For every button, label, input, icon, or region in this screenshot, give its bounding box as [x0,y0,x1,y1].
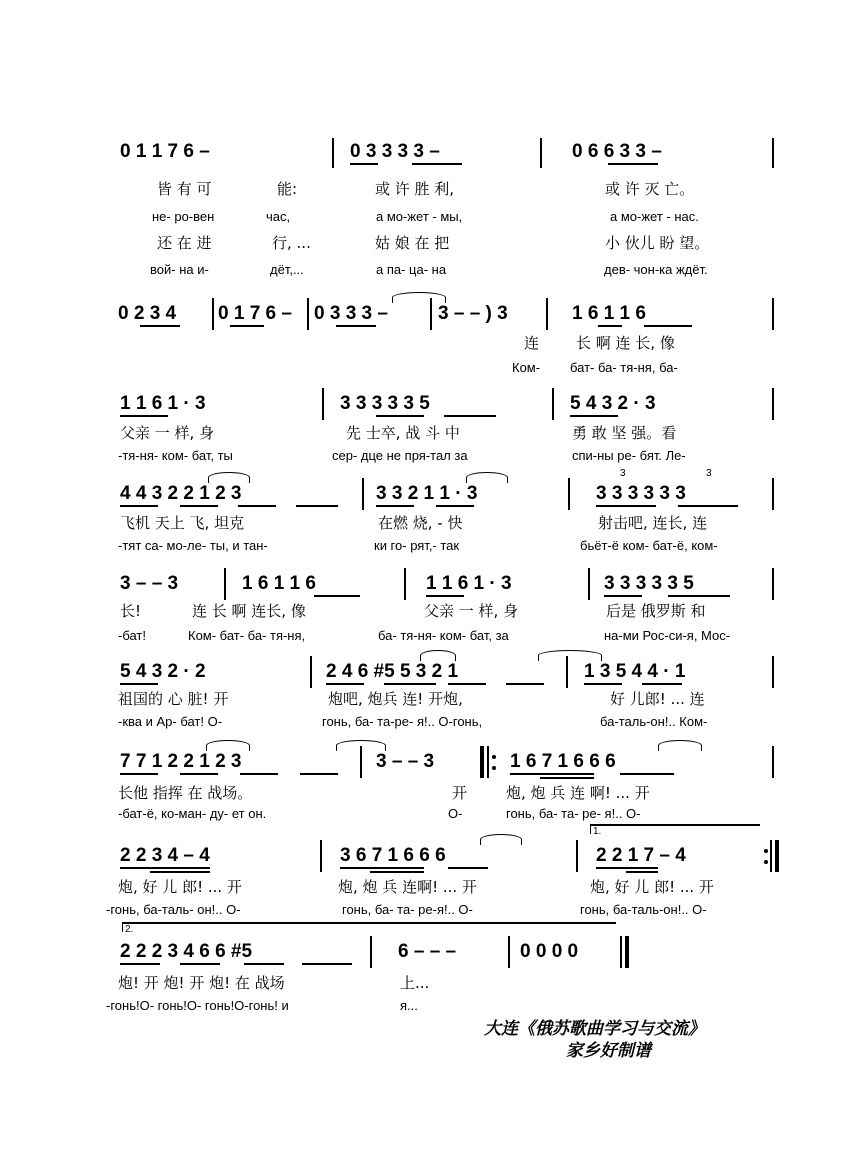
beam [426,595,464,597]
lyric-ru: ба- тя-ня- ком- бат, за [378,628,509,643]
beam [376,415,424,417]
beam [238,505,276,507]
lyric-ru: О- [448,806,463,821]
barline [322,388,324,420]
volta-2-label: 2. [125,924,134,935]
measure-5: 1 6 1 1 6 [572,303,646,324]
measure-1: 3 – – 3 [120,573,179,594]
beam [350,163,378,165]
barline [772,568,774,600]
lyric-zh: 连 [524,334,540,352]
lyric-zh: 炮, 炮 兵 连啊! ... 开 [338,878,477,896]
measure-2: 2 4 6 #5 5 3 2 1 [326,661,459,682]
lyric-ru: я... [400,998,418,1013]
volta-1-label: 1. [593,826,602,837]
lyric-ru: гонь, ба- та- ре- я!.. О- [506,806,641,821]
lyric-ru: а па- ца- на [376,262,447,277]
lyric-ru: -гонь, ба-таль- он!.. О- [106,902,241,917]
beam [150,871,210,873]
lyric-ru: гонь, ба-таль-он!.. О- [580,902,707,917]
measure-3: 2 2 1 7 – 4 [596,845,686,866]
beam [180,505,218,507]
lyric-ru: -гонь!О- гонь!О- гонь!О-гонь! и [106,998,289,1013]
lyric-zh: 炮, 好 儿 郎! ... 开 [118,878,242,896]
lyric-ru: гонь, ба- та- ре-я!.. О- [342,902,473,917]
lyric-zh: 还 在 进 [157,234,212,252]
lyric-ru: спи-ны ре- бят. Ле- [572,448,686,463]
lyric-ru: на-ми Рос-си-я, Мос- [604,628,731,643]
lyric-ru: бат- ба- тя-ня, ба- [570,360,678,375]
lyric-zh: 父亲 一 样, 身 [120,424,215,442]
beam [370,871,424,873]
volta-bracket-edge [122,922,123,932]
beam [120,505,158,507]
lyric-zh: 后是 俄罗斯 和 [606,602,706,620]
lyric-ru: час, [266,209,291,224]
beam [336,325,376,327]
lyric-zh: 祖国的 心 脏! 开 [118,690,229,708]
lyric-zh: 能: [277,180,298,198]
measure-1: 2 2 3 4 – 4 [120,845,210,866]
credit-transcriber: 家乡好制谱 [566,1041,651,1061]
measure-2: 6 – – – [398,941,457,962]
measure-2: 3 6 7 1 6 6 6 [340,845,446,866]
lyric-ru: гонь, ба- та-ре- я!.. О-гонь, [322,714,483,729]
barline [576,840,578,872]
barline [307,298,309,330]
tie [466,472,508,483]
lyric-ru: -бат! [118,628,146,643]
beam [620,773,674,775]
measure-1: 1 1 6 1 · 3 [120,393,206,414]
lyric-zh: 小 伙儿 盼 望。 [605,234,710,252]
beam [436,505,474,507]
repeat-dot [492,766,496,770]
lyric-ru: -тя-ня- ком- бат, ты [118,448,233,463]
beam [448,867,488,869]
barline [770,840,772,872]
beam [644,325,692,327]
measure-1: 0 2 3 4 [118,303,177,324]
repeat-dot [764,860,768,864]
lyric-zh: 父亲 一 样, 身 [424,602,519,620]
lyric-ru: ки го- рят,- так [374,538,460,553]
lyric-zh: 皆 有 可 [157,180,212,198]
lyric-zh: 或 许 胜 利, [375,180,455,198]
beam [120,963,160,965]
beam [326,683,364,685]
tie [538,650,602,661]
beam [608,163,658,165]
tie [206,740,250,751]
beam [376,505,414,507]
barline [332,138,334,168]
lyric-zh: 炮, 好 儿 郎! ... 开 [590,878,714,896]
beam [300,773,338,775]
repeat-end-bar [775,840,779,872]
measure-3: 1 6 7 1 6 6 6 [510,751,616,772]
lyric-zh: 先 士卒, 战 斗 中 [346,424,460,442]
tie [480,834,522,845]
barline [487,746,489,778]
barline [546,298,548,330]
lyric-ru: а мо-жет - нас. [610,209,699,224]
barline [310,656,312,688]
lyric-zh: 长! [120,602,142,620]
lyric-ru: ба-таль-он!.. Ком- [600,714,708,729]
volta-bracket-edge [590,824,591,834]
lyric-zh: 姑 娘 在 把 [375,234,450,252]
lyric-zh: 上... [400,974,430,992]
beam [598,325,622,327]
beam [570,415,618,417]
beam [596,505,656,507]
tie [336,740,386,751]
lyric-zh: 炮吧, 炮兵 连! 开炮, [328,690,463,708]
lyric-ru: дев- чон-ка ждёт. [604,262,708,277]
beam [604,595,642,597]
barline [540,138,542,168]
beam [302,963,352,965]
beam [626,871,658,873]
beam [540,777,594,779]
beam [230,325,264,327]
beam [668,595,730,597]
lyric-ru: сер- дце не пря-тал за [332,448,468,463]
beam [596,867,658,869]
barline [772,746,774,778]
volta-bracket [590,824,760,826]
beam [180,773,218,775]
measure-1: 5 4 3 2 · 2 [120,661,206,682]
tie [658,740,702,751]
lyric-ru: -ква и Ар- бат! О- [118,714,223,729]
lyric-zh: 开 [452,784,468,802]
measure-2: 0 3 3 3 3 – [350,141,440,162]
beam [120,683,158,685]
lyric-zh: 长 啊 连 长, 像 [576,334,675,352]
beam [584,683,622,685]
beam [120,415,168,417]
beam [120,773,158,775]
final-barline-thick [625,936,629,968]
beam [642,683,682,685]
lyric-zh: 飞机 天上 飞, 坦克 [120,514,245,532]
lyric-zh: 或 许 灭 亡。 [605,180,695,198]
measure-3: 0 0 0 0 [520,941,579,962]
measure-3: 1 3 5 4 4 · 1 [584,661,686,682]
beam [314,595,360,597]
beam [180,963,220,965]
beam [340,867,424,869]
lyric-zh: 行, ... [272,234,311,252]
barline [772,388,774,420]
measure-2: 3 – – 3 [376,751,435,772]
barline [224,568,226,600]
beam [240,773,278,775]
lyric-zh: 炮! 开 炮! 开 炮! 在 战场 [118,974,285,992]
beam [140,325,180,327]
volta-bracket [122,922,616,924]
tie [392,292,446,303]
measure-1: 4 4 3 2 2 1 2 3 [120,483,242,504]
beam [448,683,486,685]
beam [120,867,210,869]
barline [588,568,590,600]
measure-2: 3 3 3 3 3 5 [340,393,430,414]
beam [384,683,436,685]
measure-1: 0 1 1 7 6 – [120,141,210,162]
beam [444,415,496,417]
barline [568,478,570,510]
final-barline-thin [620,936,622,968]
barline [370,936,372,968]
barline [320,840,322,872]
lyric-zh: 炮, 炮 兵 连 啊! ... 开 [506,784,650,802]
barline [552,388,554,420]
barline [772,138,774,168]
beam [244,963,284,965]
tie [208,472,250,483]
barline [404,568,406,600]
barline [508,936,510,968]
measure-3: 1 1 6 1 · 3 [426,573,512,594]
barline [772,656,774,688]
measure-3: 0 3 3 3 – [314,303,388,324]
lyric-zh: 长他 指挥 在 战场。 [118,784,253,802]
repeat-dot [492,755,496,759]
measure-3: 3 3 3 3 3 3 [596,483,686,504]
beam [506,683,544,685]
repeat-dot [764,849,768,853]
measure-1: 2 2 2 3 4 6 6 #5 [120,941,253,962]
barline [212,298,214,330]
lyric-ru: -тят са- мо-ле- ты, и тан- [118,538,268,553]
repeat-start-bar [480,746,484,778]
measure-2: 1 6 1 1 6 [242,573,316,594]
measure-4: 3 3 3 3 3 5 [604,573,694,594]
measure-2: 0 1 7 6 – [218,303,292,324]
lyric-ru: Ком- бат- ба- тя-ня, [188,628,306,643]
barline [772,478,774,510]
lyric-zh: 好 儿郎! ... 连 [610,690,705,708]
beam [296,505,338,507]
lyric-ru: бьёт-ё ком- бат-ё, ком- [580,538,718,553]
lyric-ru: дёт,... [270,262,304,277]
beam [412,163,462,165]
measure-3: 5 4 3 2 · 3 [570,393,656,414]
lyric-ru: не- ро-вен [152,209,215,224]
measure-3: 0 6 6 3 3 – [572,141,662,162]
lyric-zh: 勇 敢 坚 强。看 [572,424,677,442]
barline [772,298,774,330]
lyric-ru: вой- на и- [150,262,209,277]
measure-4: 3 – – ) 3 [438,303,508,324]
measure-1: 7 7 1 2 2 1 2 3 [120,751,242,772]
triplet-mark: 3 [706,468,712,479]
credit-source: 大连《俄苏歌曲学习与交流》 [484,1019,705,1039]
beam [678,505,738,507]
lyric-ru: а мо-жет - мы, [376,209,463,224]
lyric-zh: 连 长 啊 连长, 像 [192,602,306,620]
barline [362,478,364,510]
tie [420,650,456,661]
lyric-zh: 射击吧, 连长, 连 [598,514,708,532]
lyric-zh: 在燃 烧, - 快 [378,514,463,532]
lyric-ru: Ком- [512,360,541,375]
beam [510,773,594,775]
measure-2: 3 3 2 1 1 · 3 [376,483,478,504]
lyric-ru: -бат-ё, ко-ман- ду- ет он. [118,806,267,821]
triplet-mark: 3 [620,468,626,479]
